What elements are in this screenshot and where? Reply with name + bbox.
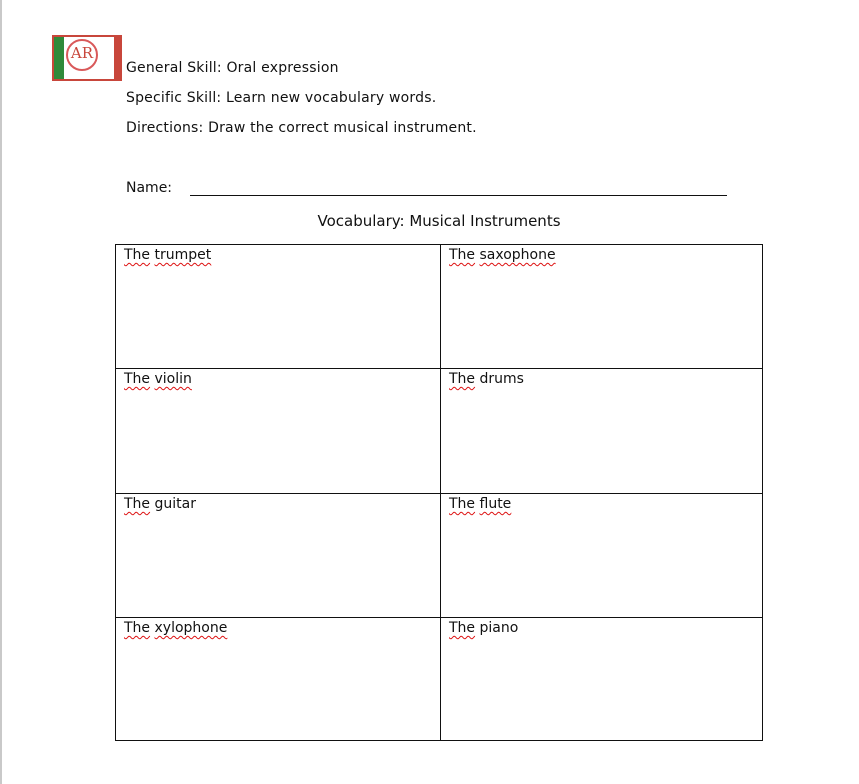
- cell-word: violin: [154, 371, 192, 387]
- cell-label: [449, 371, 524, 387]
- cell-article: The: [124, 496, 151, 512]
- cell-article: The: [124, 371, 151, 387]
- cell-word: piano: [479, 620, 519, 636]
- table-cell-violin[interactable]: [116, 369, 441, 494]
- instrument-table: [115, 244, 763, 741]
- cell-word: saxophone: [479, 247, 556, 263]
- general-skill-text: General Skill: Oral expression: [126, 60, 339, 76]
- cell-label: [449, 496, 511, 512]
- cell-label: [449, 247, 556, 263]
- cell-word: xylophone: [154, 620, 228, 636]
- cell-word: guitar: [154, 496, 196, 512]
- cell-label: [124, 371, 192, 387]
- page-edge: [0, 0, 2, 784]
- name-blank-line[interactable]: [190, 195, 727, 196]
- cell-label: [449, 620, 518, 636]
- cell-article: The: [449, 620, 476, 636]
- cell-label: [124, 496, 196, 512]
- specific-skill-text: Specific Skill: Learn new vocabulary words.: [126, 90, 437, 106]
- table-cell-flute[interactable]: [441, 494, 762, 618]
- table-cell-drums[interactable]: [441, 369, 762, 494]
- cell-article: The: [124, 620, 151, 636]
- table-cell-saxophone[interactable]: [441, 245, 762, 369]
- table-cell-piano[interactable]: [441, 618, 762, 740]
- cell-word: trumpet: [154, 247, 212, 263]
- name-label: Name:: [126, 180, 173, 196]
- table-cell-xylophone[interactable]: [116, 618, 441, 740]
- table-cell-guitar[interactable]: [116, 494, 441, 618]
- worksheet-title: Vocabulary: Musical Instruments: [317, 212, 561, 230]
- cell-label: [124, 620, 227, 636]
- cell-word: drums: [479, 371, 524, 387]
- cell-article: The: [124, 247, 151, 263]
- cell-article: The: [449, 496, 476, 512]
- cell-article: The: [449, 247, 476, 263]
- logo: [52, 35, 122, 81]
- table-cell-trumpet[interactable]: [116, 245, 441, 369]
- logo-text: AR: [70, 44, 94, 62]
- cell-word: flute: [479, 496, 512, 512]
- cell-label: [124, 247, 211, 263]
- cell-article: The: [449, 371, 476, 387]
- directions-text: Directions: Draw the correct musical instrument.: [126, 120, 477, 136]
